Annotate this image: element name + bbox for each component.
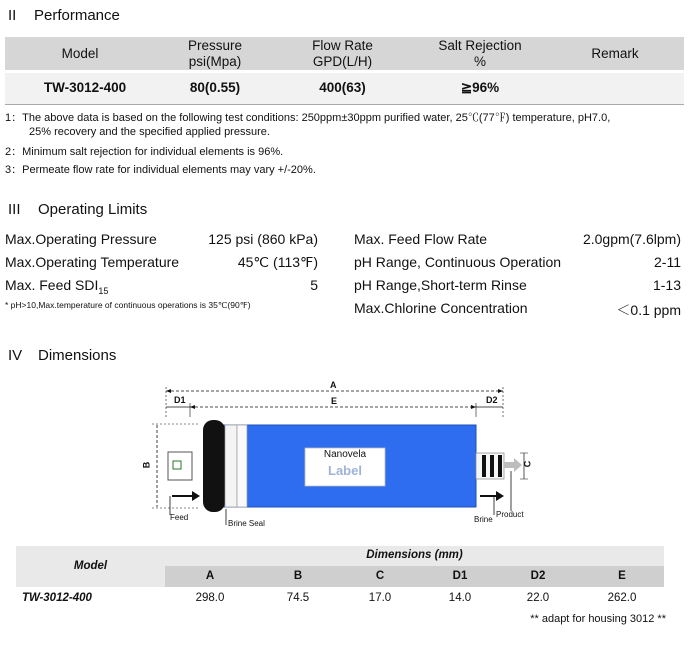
end-cap-band bbox=[225, 425, 237, 507]
note-1-cont: 25% recovery and the specified applied pressure. bbox=[29, 126, 270, 138]
header-remark: Remark bbox=[591, 46, 639, 61]
limit-value-ph-continuous: 2-11 bbox=[654, 254, 681, 270]
limits-heading bbox=[8, 201, 147, 218]
brine-label: Brine bbox=[474, 515, 493, 524]
end-cap-band bbox=[237, 425, 247, 507]
dim-val-d2: 22.0 bbox=[526, 592, 550, 604]
section-numeral: IV bbox=[8, 347, 23, 364]
dim-table-model-header: Model bbox=[73, 560, 108, 572]
o-ring bbox=[490, 455, 494, 477]
section-title: Operating Limits bbox=[38, 201, 148, 218]
limit-label-feed-flow: Max. Feed Flow Rate bbox=[354, 231, 488, 247]
arrow-head bbox=[498, 389, 503, 393]
brand-sub: Label bbox=[328, 463, 362, 478]
dim-c-label: C bbox=[522, 460, 533, 468]
product-arrow bbox=[504, 462, 514, 468]
dim-row-model: TW-3012-400 bbox=[22, 592, 92, 604]
dim-val-c: 17.0 bbox=[368, 592, 392, 604]
brand-name: Nanovela bbox=[323, 449, 367, 460]
note-3: 3：Permeate flow rate for individual elements may vary +/-20%. bbox=[5, 164, 316, 176]
section-numeral: III bbox=[8, 201, 21, 218]
dim-table-column-header bbox=[165, 566, 664, 587]
note-2: 2：Minimum salt rejection for individual elements is 96%. bbox=[5, 146, 284, 158]
cell-model: TW-3012-400 bbox=[43, 80, 127, 95]
dim-val-b: 74.5 bbox=[286, 592, 310, 604]
dim-a-label: A bbox=[330, 380, 337, 390]
dim-col-a: A bbox=[205, 570, 215, 582]
limit-label-sdi: Max. Feed $SDI_{15}$ bbox=[5, 277, 109, 296]
header-pressure: Pressure psi(Mpa) bbox=[187, 38, 243, 69]
limit-value-sdi: 5 bbox=[310, 277, 318, 293]
product-label: Product bbox=[496, 510, 524, 519]
o-ring bbox=[482, 455, 486, 477]
cell-pressure: 80(0.55) bbox=[189, 80, 241, 95]
limit-label-chlorine: Max.Chlorine Concentration bbox=[354, 300, 528, 316]
header-flow-rate: Flow Rate GPD(L/H) bbox=[312, 38, 373, 69]
feed-arrow bbox=[192, 491, 200, 501]
arrow-head bbox=[190, 405, 195, 409]
cell-flow-rate: 400(63) bbox=[319, 80, 366, 95]
dim-d1-label: D1 bbox=[174, 395, 186, 405]
arrow-head bbox=[166, 389, 171, 393]
dim-col-e: E bbox=[618, 570, 626, 582]
header-salt-rejection: Salt Rejection % bbox=[438, 38, 522, 69]
o-ring bbox=[498, 455, 502, 477]
limit-label-ph-rinse: pH Range,Short-term Rinse bbox=[354, 277, 527, 293]
dim-val-d1: 14.0 bbox=[448, 592, 472, 604]
feed-label: Feed bbox=[170, 513, 189, 522]
limit-value-pressure: 125 psi (860 kPa) bbox=[208, 231, 318, 247]
limit-value-chlorine: ＜0.1 ppm bbox=[616, 302, 681, 318]
limit-value-temperature: 45℃ (113℉) bbox=[237, 254, 318, 270]
brine-arrow bbox=[496, 491, 504, 501]
dim-col-d1: D1 bbox=[452, 570, 468, 582]
dim-val-e: 262.0 bbox=[607, 592, 637, 604]
brine-seal bbox=[203, 420, 225, 512]
header-model: Model bbox=[61, 46, 99, 61]
arrow-head bbox=[471, 405, 476, 409]
feed-port bbox=[173, 461, 181, 469]
performance-heading bbox=[8, 7, 120, 24]
brine-seal-label: Brine Seal bbox=[228, 519, 265, 528]
limit-value-feed-flow: 2.0gpm(7.6lpm) bbox=[582, 231, 681, 247]
dim-d2-label: D2 bbox=[486, 395, 498, 405]
dim-col-b: B bbox=[293, 570, 303, 582]
dim-e-label: E bbox=[331, 396, 338, 406]
dim-b-label: B bbox=[141, 461, 152, 469]
product-arrow bbox=[514, 458, 522, 472]
section-numeral: II bbox=[8, 7, 17, 24]
limit-label-ph-continuous: pH Range, Continuous Operation bbox=[354, 254, 562, 270]
dimensions-heading bbox=[8, 347, 116, 364]
dim-col-c: C bbox=[375, 570, 385, 582]
cell-salt-rejection: ≧96% bbox=[460, 80, 500, 95]
dim-val-a: 298.0 bbox=[195, 592, 225, 604]
limit-label-temperature: Max.Operating Temperature bbox=[5, 254, 180, 270]
section-title: Dimensions bbox=[38, 347, 117, 364]
limit-value-ph-rinse: 1-13 bbox=[652, 277, 681, 293]
note-1: 1：The above data is based on the following test conditions: 250ppm±30ppm purified water, 25℃(77℉) temperature, pH7.0, bbox=[5, 112, 611, 124]
limit-label-pressure: Max.Operating Pressure bbox=[5, 231, 157, 247]
dimensions-footnote: ** adapt for housing 3012 ** bbox=[530, 613, 666, 625]
section-title: Performance bbox=[34, 7, 120, 24]
limits-footnote: * pH>10,Max.temperature of continuous operations is 35℃(90℉) bbox=[5, 300, 251, 310]
dim-table-group-title: Dimensions (mm) bbox=[366, 549, 463, 561]
dim-col-d2: D2 bbox=[530, 570, 546, 582]
